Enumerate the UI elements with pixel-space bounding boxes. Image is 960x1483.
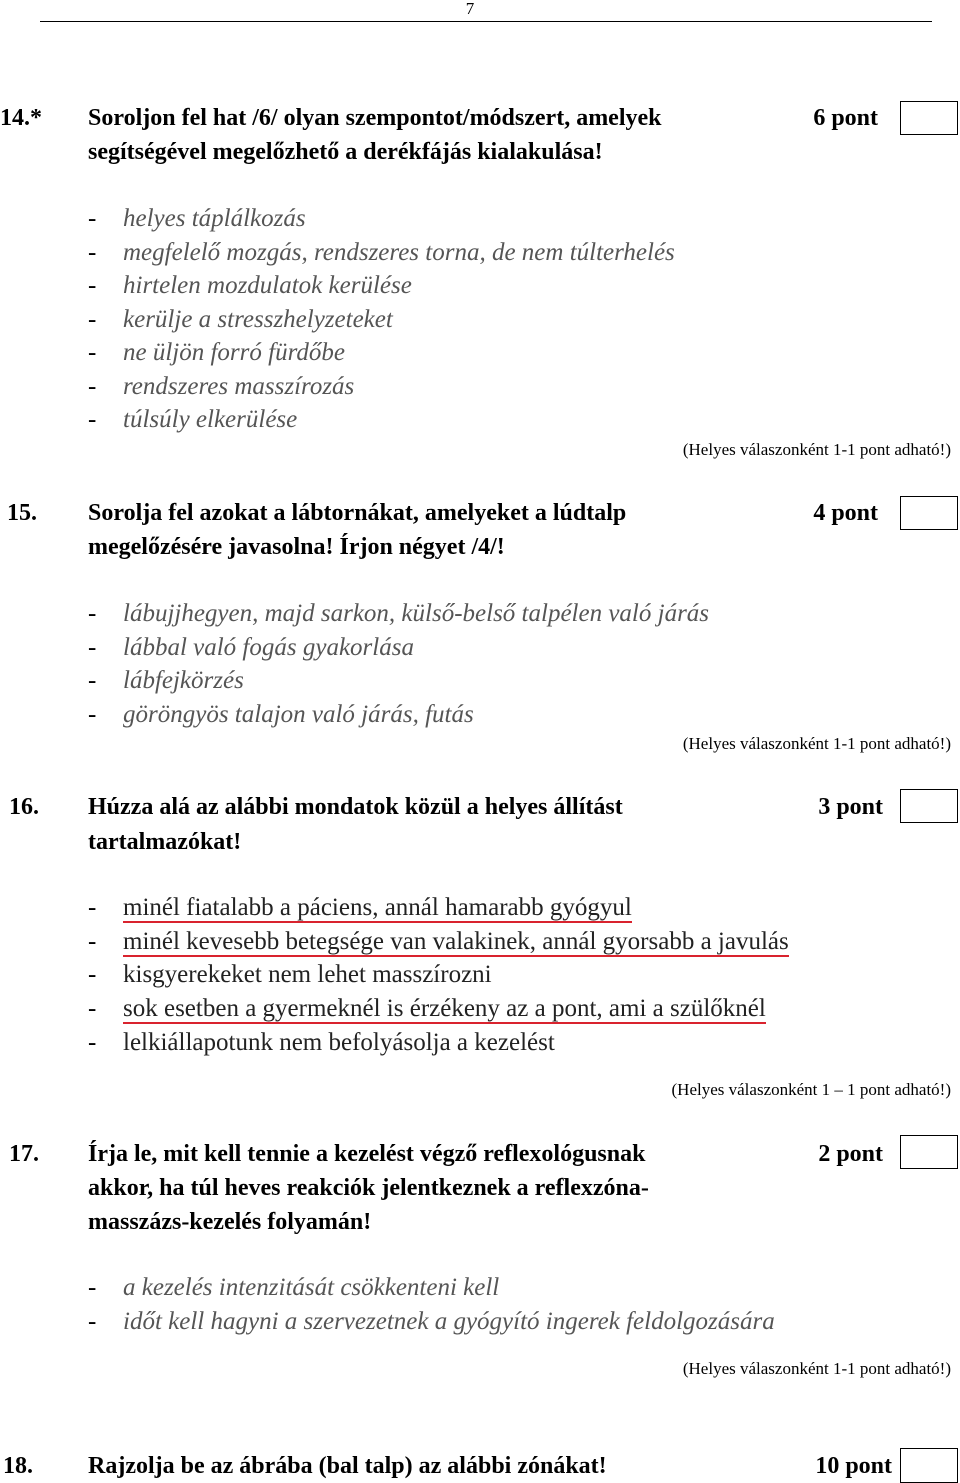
question-17-number: 17. (9, 1141, 39, 1167)
answer-dash: - (88, 600, 97, 627)
answer-line (88, 1273, 499, 1303)
answer-dash: - (88, 995, 97, 1022)
statement-line (88, 994, 766, 1024)
question-16-points: 3 pont (818, 794, 883, 820)
answer-line (88, 372, 354, 402)
question-18-points: 10 pont (815, 1453, 892, 1479)
answer-line (88, 204, 306, 234)
underlined-statement: sok esetben a gyermeknél is érzékeny az a pont, ami a szülőknél (123, 995, 766, 1022)
answer-line (88, 666, 244, 696)
statement-line (88, 960, 492, 990)
answer-dash: - (88, 961, 97, 988)
answer-line (88, 599, 709, 629)
answer-dash: - (88, 272, 97, 299)
question-14-text-line-2: segítségével megelőzhető a derékfájás kialakulása! (88, 139, 603, 165)
answer-line (88, 338, 345, 368)
question-15-score-box[interactable] (900, 496, 958, 530)
question-14-points: 6 pont (813, 105, 878, 131)
answer-line (88, 405, 297, 435)
question-18-text-line-1: Rajzolja be az ábrába (bal talp) az alábbi zónákat! (88, 1453, 607, 1479)
question-17-text-line-1: Írja le, mit kell tennie a kezelést végző reflexológusnak (88, 1141, 646, 1167)
answer-text: göröngyös talajon való járás, futás (123, 701, 474, 728)
answer-text: túlsúly elkerülése (123, 406, 298, 433)
question-17-score-box[interactable] (900, 1135, 958, 1169)
answer-text: hirtelen mozdulatok kerülése (123, 272, 412, 299)
answer-dash: - (88, 928, 97, 955)
answer-dash: - (88, 1029, 97, 1056)
answer-text: lábbal való fogás gyakorlása (123, 634, 414, 661)
question-15-points: 4 pont (813, 500, 878, 526)
scoring-note: (Helyes válaszonként 1-1 pont adható!) (682, 734, 951, 753)
statement-line (88, 927, 789, 957)
answer-text: helyes táplálkozás (123, 205, 306, 232)
answer-text: rendszeres masszírozás (123, 373, 355, 400)
statement-text: kisgyerekeket nem lehet masszírozni (123, 961, 492, 988)
question-18-number: 18. (3, 1453, 33, 1479)
answer-line (88, 633, 414, 663)
scoring-note: (Helyes válaszonként 1-1 pont adható!) (682, 440, 951, 459)
answer-dash: - (88, 239, 97, 266)
question-14-score-box[interactable] (900, 101, 958, 135)
question-16-text-line-1: Húzza alá az alábbi mondatok közül a helyes állítást (88, 794, 623, 820)
answer-text: időt kell hagyni a szervezetnek a gyógyító ingerek feldolgozására (123, 1308, 775, 1335)
underlined-statement: minél fiatalabb a páciens, annál hamarabb gyógyul (123, 894, 632, 921)
answer-text: lábfejkörzés (123, 667, 244, 694)
question-17-points: 2 pont (818, 1141, 883, 1167)
answer-line (88, 238, 675, 268)
page-number: 7 (465, 0, 475, 18)
question-17-text-line-3: masszázs-kezelés folyamán! (88, 1209, 372, 1235)
answer-dash: - (88, 205, 97, 232)
answer-text: a kezelés intenzitását csökkenteni kell (123, 1274, 500, 1301)
answer-text: lábujjhegyen, majd sarkon, külső-belső talpélen való járás (123, 600, 710, 627)
answer-line (88, 700, 474, 730)
answer-dash: - (88, 306, 97, 333)
answer-dash: - (88, 667, 97, 694)
question-14-number: 14.* (0, 105, 42, 131)
answer-dash: - (88, 406, 97, 433)
answer-line (88, 1307, 775, 1337)
answer-text: kerülje a stresszhelyzeteket (123, 306, 393, 333)
question-15-text-line-2: megelőzésére javasolna! Írjon négyet /4/! (88, 534, 505, 560)
answer-dash: - (88, 634, 97, 661)
question-16-score-box[interactable] (900, 789, 958, 823)
statement-text: lelkiállapotunk nem befolyásolja a kezelést (123, 1029, 555, 1056)
question-16-text-line-2: tartalmazókat! (88, 829, 242, 855)
question-17-text-line-2: akkor, ha túl heves reakciók jelentkeznek a reflexzóna- (88, 1175, 649, 1201)
answer-dash: - (88, 373, 97, 400)
scoring-note: (Helyes válaszonként 1 – 1 pont adható!) (671, 1080, 951, 1099)
statement-line (88, 1028, 555, 1058)
answer-dash: - (88, 1308, 97, 1335)
answer-dash: - (88, 701, 97, 728)
scoring-note: (Helyes válaszonként 1-1 pont adható!) (682, 1359, 951, 1378)
answer-line (88, 271, 412, 301)
underlined-statement: minél kevesebb betegsége van valakinek, annál gyorsabb a javulás (123, 928, 789, 955)
answer-dash: - (88, 1274, 97, 1301)
answer-line (88, 305, 393, 335)
question-15-text-line-1: Sorolja fel azokat a lábtornákat, amelyeket a lúdtalp (88, 500, 627, 526)
question-16-number: 16. (9, 794, 39, 820)
header-rule (40, 21, 932, 22)
question-15-number: 15. (7, 500, 37, 526)
answer-text: ne üljön forró fürdőbe (123, 339, 345, 366)
answer-dash: - (88, 894, 97, 921)
answer-text: megfelelő mozgás, rendszeres torna, de nem túlterhelés (123, 239, 675, 266)
answer-dash: - (88, 339, 97, 366)
question-14-text-line-1: Soroljon fel hat /6/ olyan szempontot/módszert, amelyek (88, 105, 662, 131)
question-18-score-box[interactable] (900, 1448, 958, 1483)
statement-line (88, 893, 632, 923)
